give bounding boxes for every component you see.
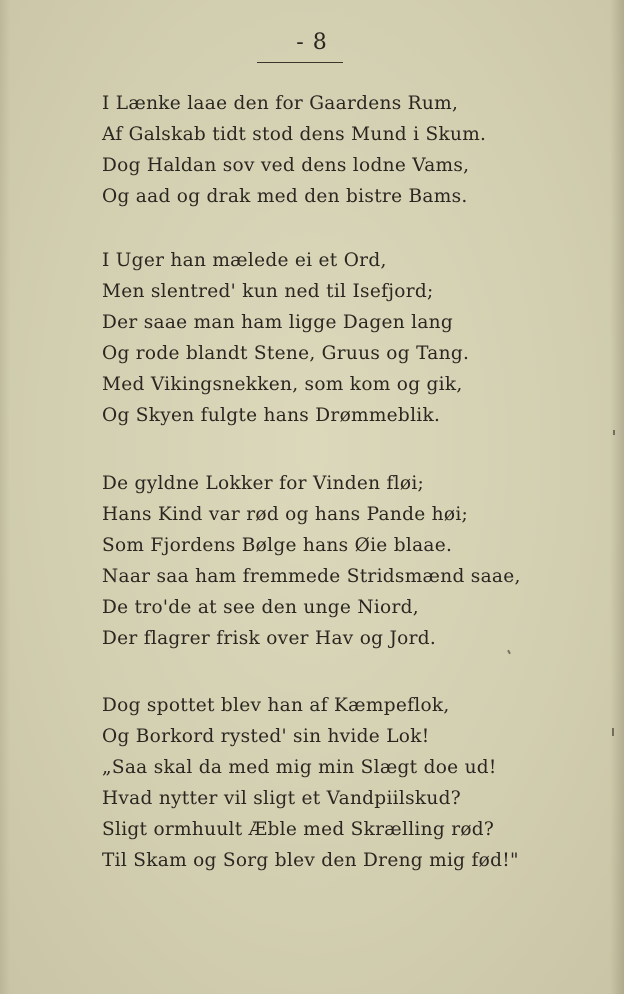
verse-line: Og Skyen fulgte hans Drømmeblik.	[102, 405, 441, 426]
header-rule	[257, 62, 343, 63]
verse-line: Som Fjordens Bølge hans Øie blaae.	[102, 535, 453, 556]
verse-line: Sligt ormhuult Æble med Skrælling rød?	[102, 819, 495, 840]
verse-line: Til Skam og Sorg blev den Dreng mig fød!"	[102, 850, 519, 871]
stanza-1	[102, 88, 602, 212]
verse-line: I Uger han mælede ei et Ord,	[102, 250, 387, 271]
verse-line: Hans Kind var rød og hans Pande høi;	[102, 504, 469, 525]
paper-speck	[612, 728, 614, 736]
paper-speck	[613, 430, 615, 435]
verse-line: Der saae man ham ligge Dagen lang	[102, 312, 454, 333]
verse-line: De gyldne Lokker for Vinden fløi;	[102, 473, 425, 494]
stanza-2	[102, 245, 602, 431]
verse-line: I Lænke laae den for Gaardens Rum,	[102, 93, 459, 114]
verse-line: Naar saa ham fremmede Stridsmænd saae,	[102, 566, 521, 587]
verse-line: „Saa skal da med mig min Slægt doe ud!	[102, 757, 497, 778]
stanza-4	[102, 690, 602, 876]
page-number	[0, 30, 624, 55]
verse-line: Med Vikingsnekken, som kom og gik,	[102, 374, 463, 395]
page-edge-shadow	[610, 0, 624, 994]
verse-line: Dog Haldan sov ved dens lodne Vams,	[102, 155, 470, 176]
verse-line: Der flagrer frisk over Hav og Jord.	[102, 628, 437, 649]
verse-line: Hvad nytter vil sligt et Vandpiilskud?	[102, 788, 461, 809]
page-number-dash: -	[296, 30, 305, 55]
verse-line: Men slentred' kun ned til Isefjord;	[102, 281, 434, 302]
page-gutter-shadow	[0, 0, 10, 994]
verse-line: Af Galskab tidt stod dens Mund i Skum.	[102, 124, 487, 145]
page-number-value: 8	[312, 30, 328, 55]
verse-line: Og aad og drak med den bistre Bams.	[102, 186, 468, 207]
verse-line: Og Borkord rysted' sin hvide Lok!	[102, 726, 430, 747]
verse-line: Og rode blandt Stene, Gruus og Tang.	[102, 343, 470, 364]
verse-line: Dog spottet blev han af Kæmpeflok,	[102, 695, 450, 716]
verse-line: De tro'de at see den unge Niord,	[102, 597, 419, 618]
stanza-3	[102, 468, 602, 654]
